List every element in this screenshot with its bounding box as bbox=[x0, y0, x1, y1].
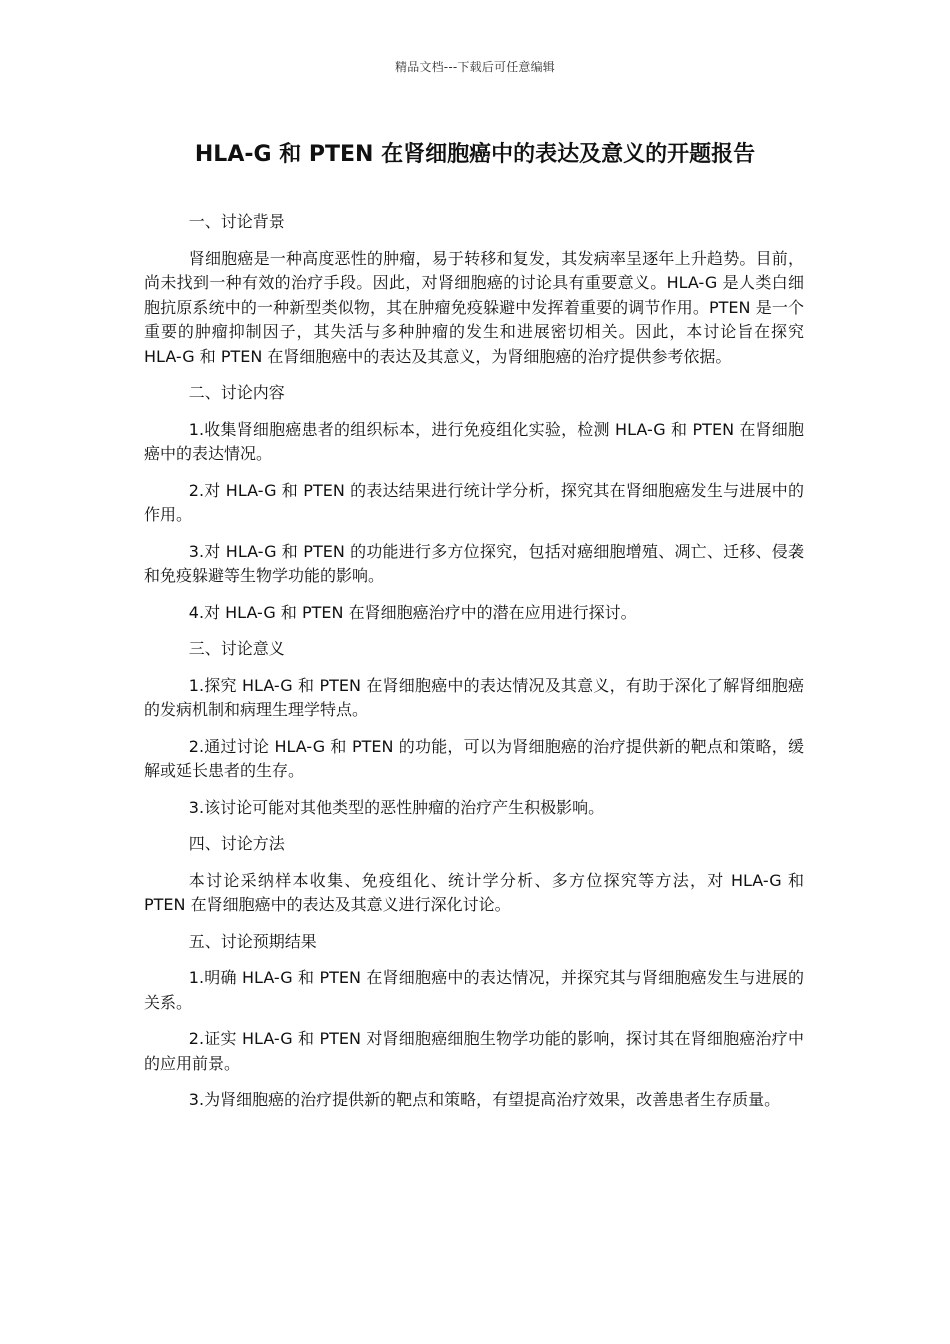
document-title: HLA-G 和 PTEN 在肾细胞癌中的表达及意义的开题报告 bbox=[194, 142, 756, 167]
document-body bbox=[144, 210, 804, 1125]
section-heading-methods: 四、讨论方法 bbox=[188, 834, 285, 853]
content-item-3: 3.对 HLA-G 和 PTEN 的功能进行多方位探究，包括对癌细胞增殖、凋亡、迁移、侵袭和免疫躲避等生物学功能的影响。 bbox=[144, 541, 804, 585]
content-item-4: 4.对 HLA-G 和 PTEN 在肾细胞癌治疗中的潜在应用进行探讨。 bbox=[188, 602, 637, 622]
section-heading-significance: 三、讨论意义 bbox=[188, 639, 285, 658]
section-heading-background: 一、讨论背景 bbox=[188, 212, 285, 231]
expected-item-2: 2.证实 HLA-G 和 PTEN 对肾细胞癌细胞生物学功能的影响，探讨其在肾细胞癌治疗中的应用前景。 bbox=[144, 1029, 804, 1073]
content-item-2: 2.对 HLA-G 和 PTEN 的表达结果进行统计学分析，探究其在肾细胞癌发生与进展中的作用。 bbox=[144, 480, 804, 524]
methods-paragraph: 本讨论采纳样本收集、免疫组化、统计学分析、多方位探究等方法，对 HLA-G 和 PTEN 在肾细胞癌中的表达及其意义进行深化讨论。 bbox=[144, 870, 804, 914]
expected-item-1: 1.明确 HLA-G 和 PTEN 在肾细胞癌中的表达情况，并探究其与肾细胞癌发生与进展的关系。 bbox=[144, 968, 804, 1012]
background-paragraph: 肾细胞癌是一种高度恶性的肿瘤，易于转移和复发，其发病率呈逐年上升趋势。目前，尚未找到一种有效的治疗手段。因此，对肾细胞癌的讨论具有重要意义。HLA-G 是人类白细胞抗原系统中的一种新型类似物，其在肿瘤免疫躲避中发挥着重要的调节作用。PTEN 是一个重要的肿瘤抑制因子，其失活与多种肿瘤的发生和进展密切相关。因此，本讨论旨在探究 HLA-G 和 PTEN 在肾细胞癌中的表达及其意义，为肾细胞癌的治疗提供参考依据。 bbox=[144, 248, 804, 366]
significance-item-1: 1.探究 HLA-G 和 PTEN 在肾细胞癌中的表达情况及其意义，有助于深化了解肾细胞癌的发病机制和病理生理学特点。 bbox=[144, 675, 804, 719]
page-header-note: 精品文档---下载后可任意编辑 bbox=[395, 60, 555, 74]
content-item-1: 1.收集肾细胞癌患者的组织标本，进行免疫组化实验，检测 HLA-G 和 PTEN 在肾细胞癌中的表达情况。 bbox=[144, 419, 804, 463]
significance-item-3: 3.该讨论可能对其他类型的恶性肿瘤的治疗产生积极影响。 bbox=[188, 797, 605, 817]
expected-item-3: 3.为肾细胞癌的治疗提供新的靶点和策略，有望提高治疗效果，改善患者生存质量。 bbox=[188, 1090, 781, 1109]
significance-item-2: 2.通过讨论 HLA-G 和 PTEN 的功能，可以为肾细胞癌的治疗提供新的靶点和策略，缓解或延长患者的生存。 bbox=[144, 736, 804, 780]
section-heading-content: 二、讨论内容 bbox=[188, 383, 285, 402]
section-heading-expected: 五、讨论预期结果 bbox=[188, 931, 317, 951]
